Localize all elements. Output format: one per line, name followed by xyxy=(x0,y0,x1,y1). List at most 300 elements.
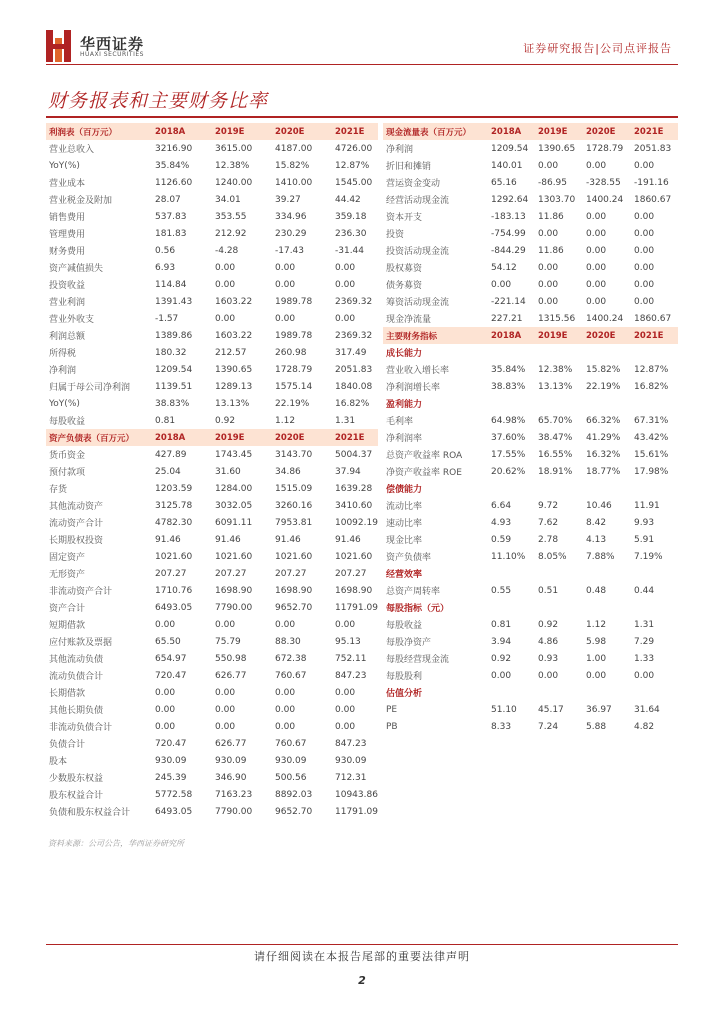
cell-value: 18.91% xyxy=(538,466,573,477)
subsection-row xyxy=(383,565,678,582)
cell-value: 7.24 xyxy=(538,721,559,732)
cell-value: 4.13 xyxy=(586,534,607,545)
cell-value: 654.97 xyxy=(155,653,187,664)
cell-value: 0.00 xyxy=(491,670,512,681)
cell-value: -328.55 xyxy=(586,177,621,188)
cell-value: 930.09 xyxy=(335,755,367,766)
table-row xyxy=(46,361,378,378)
cell-value: 8892.03 xyxy=(275,789,313,800)
cell-value: 95.13 xyxy=(335,636,361,647)
table-row xyxy=(383,242,678,259)
cell-value xyxy=(631,599,678,616)
cell-value: 0.00 xyxy=(155,687,176,698)
cell-value xyxy=(488,684,535,701)
cell-value: 1603.22 xyxy=(215,296,253,307)
row-label: 每股指标（元） xyxy=(386,604,450,614)
cell-value: 847.23 xyxy=(335,670,367,681)
cell-value xyxy=(631,395,678,412)
cell-value: 1203.59 xyxy=(155,483,193,494)
cell-value: 11.10% xyxy=(491,551,526,562)
cell-value xyxy=(488,395,535,412)
table-row xyxy=(46,480,378,497)
table-row xyxy=(46,208,378,225)
cell-value xyxy=(535,599,583,616)
table-row xyxy=(46,259,378,276)
cell-value: 260.98 xyxy=(275,347,307,358)
cell-value: 18.77% xyxy=(586,466,621,477)
table-row xyxy=(46,718,378,735)
table-row xyxy=(46,735,378,752)
row-label: 净资产收益率 ROE xyxy=(386,468,462,478)
cell-value: 3032.05 xyxy=(215,500,253,511)
cell-value: 8.33 xyxy=(491,721,512,732)
cell-value: 38.83% xyxy=(155,398,190,409)
table-row xyxy=(46,446,378,463)
table-header-row xyxy=(46,123,378,140)
cell-value: 1860.67 xyxy=(634,194,672,205)
table-row xyxy=(46,565,378,582)
year-header: 2018A xyxy=(488,123,535,140)
cell-value: 34.01 xyxy=(215,194,241,205)
row-label: 长期借款 xyxy=(49,689,86,699)
row-label: 偿债能力 xyxy=(386,485,423,495)
cell-value: 0.00 xyxy=(275,704,296,715)
table-section-title: 资产负债表（百万元） xyxy=(46,429,152,446)
cell-value: -86.95 xyxy=(538,177,568,188)
cell-value xyxy=(631,684,678,701)
row-label: 负债合计 xyxy=(49,740,86,750)
cell-value: 1390.65 xyxy=(215,364,253,375)
cell-value: 65.50 xyxy=(155,636,181,647)
subsection-row xyxy=(383,395,678,412)
table-row xyxy=(46,548,378,565)
cell-value: 0.00 xyxy=(634,245,655,256)
cell-value: 1400.24 xyxy=(586,313,624,324)
cell-value: 207.27 xyxy=(155,568,187,579)
cell-value: 11.86 xyxy=(538,211,564,222)
cell-value: 672.38 xyxy=(275,653,307,664)
cell-value: 10092.19 xyxy=(335,517,378,528)
cell-value: 0.00 xyxy=(538,262,559,273)
row-label: 资产减值损失 xyxy=(49,264,104,274)
cell-value: 22.19% xyxy=(586,381,621,392)
cell-value: 0.00 xyxy=(491,279,512,290)
row-label: YoY(%) xyxy=(49,398,80,409)
year-header: 2018A xyxy=(488,327,535,344)
cell-value: 28.07 xyxy=(155,194,181,205)
row-label: 资本开支 xyxy=(386,213,423,223)
cell-value: 16.32% xyxy=(586,449,621,460)
cell-value: 34.86 xyxy=(275,466,301,477)
cell-value: 91.46 xyxy=(155,534,181,545)
row-label: 资产合计 xyxy=(49,604,86,614)
cell-value: 7790.00 xyxy=(215,602,253,613)
cell-value: 0.51 xyxy=(538,585,559,596)
row-label: 其他流动负债 xyxy=(49,655,104,665)
cell-value: 9652.70 xyxy=(275,602,313,613)
table-row xyxy=(46,242,378,259)
cell-value xyxy=(488,599,535,616)
cell-value: 1698.90 xyxy=(215,585,253,596)
cell-value: 37.60% xyxy=(491,432,526,443)
cell-value: 1575.14 xyxy=(275,381,313,392)
cell-value: 0.92 xyxy=(491,653,512,664)
table-row xyxy=(46,293,378,310)
cell-value: 230.29 xyxy=(275,228,307,239)
cell-value: 0.00 xyxy=(155,704,176,715)
cell-value: 1698.90 xyxy=(335,585,373,596)
row-label: 非流动资产合计 xyxy=(49,587,113,597)
row-label: 现金比率 xyxy=(386,536,423,546)
cell-value: 550.98 xyxy=(215,653,247,664)
table-row xyxy=(46,497,378,514)
table-row xyxy=(383,650,678,667)
cell-value: 0.00 xyxy=(634,262,655,273)
cell-value: 1292.64 xyxy=(491,194,529,205)
table-row xyxy=(383,463,678,480)
cell-value: 1390.65 xyxy=(538,143,576,154)
cell-value: 1240.00 xyxy=(215,177,253,188)
cell-value: 1209.54 xyxy=(155,364,193,375)
cell-value: 13.13% xyxy=(215,398,250,409)
cell-value: 41.29% xyxy=(586,432,621,443)
cell-value: 17.55% xyxy=(491,449,526,460)
cell-value: -4.28 xyxy=(215,245,239,256)
cell-value: 6493.05 xyxy=(155,602,193,613)
table-row xyxy=(383,276,678,293)
logo-text-en: HUAXI SECURITIES xyxy=(80,51,144,58)
row-label: 流动比率 xyxy=(386,502,423,512)
cell-value: 0.00 xyxy=(335,619,356,630)
table-row xyxy=(46,378,378,395)
year-header: 2019E xyxy=(535,327,583,344)
row-label: 存货 xyxy=(49,485,68,495)
cell-value: 0.00 xyxy=(586,245,607,256)
row-label: 经营活动现金流 xyxy=(386,196,450,206)
cell-value xyxy=(631,565,678,582)
table-row xyxy=(383,259,678,276)
table-row xyxy=(46,701,378,718)
cell-value xyxy=(535,480,583,497)
cell-value: 36.97 xyxy=(586,704,612,715)
cell-value: 0.55 xyxy=(491,585,512,596)
cell-value: -17.43 xyxy=(275,245,305,256)
cell-value: 1728.79 xyxy=(586,143,624,154)
cell-value: 0.44 xyxy=(634,585,655,596)
cell-value: 0.00 xyxy=(335,262,356,273)
year-header: 2018A xyxy=(152,123,212,140)
table-header-row xyxy=(46,429,378,446)
cell-value: 1603.22 xyxy=(215,330,253,341)
table-row xyxy=(383,361,678,378)
cell-value: 5.98 xyxy=(586,636,607,647)
table-row xyxy=(46,276,378,293)
row-label: 少数股东权益 xyxy=(49,774,104,784)
cell-value: 0.00 xyxy=(215,721,236,732)
cell-value: 3125.78 xyxy=(155,500,193,511)
year-header: 2019E xyxy=(535,123,583,140)
cell-value: 0.00 xyxy=(634,211,655,222)
row-label: 净利润 xyxy=(49,366,77,376)
table-row xyxy=(383,548,678,565)
table-row xyxy=(383,157,678,174)
table-row xyxy=(383,616,678,633)
row-label: 营业收入增长率 xyxy=(386,366,450,376)
table-row xyxy=(46,412,378,429)
cell-value: 720.47 xyxy=(155,738,187,749)
cell-value: 44.42 xyxy=(335,194,361,205)
cell-value: 7.29 xyxy=(634,636,655,647)
right-financial-table xyxy=(383,123,678,735)
table-row xyxy=(46,633,378,650)
cell-value: 1.12 xyxy=(586,619,607,630)
table-row xyxy=(46,650,378,667)
row-label: 负债和股东权益合计 xyxy=(49,808,131,818)
row-label: 流动资产合计 xyxy=(49,519,104,529)
table-row xyxy=(383,208,678,225)
row-label: 成长能力 xyxy=(386,349,423,359)
cell-value: 930.09 xyxy=(215,755,247,766)
row-label: 净利润 xyxy=(386,145,414,155)
cell-value: 1545.00 xyxy=(335,177,373,188)
cell-value: 1989.78 xyxy=(275,296,313,307)
cell-value: 0.00 xyxy=(275,279,296,290)
left-financial-table xyxy=(46,123,378,820)
cell-value: 35.84% xyxy=(491,364,526,375)
table-row xyxy=(383,718,678,735)
cell-value: 0.00 xyxy=(335,279,356,290)
table-row xyxy=(383,140,678,157)
row-label: PE xyxy=(386,704,398,715)
row-label: 营运资金变动 xyxy=(386,179,441,189)
cell-value: 5.91 xyxy=(634,534,655,545)
cell-value: 1743.45 xyxy=(215,449,253,460)
row-label: 其他流动资产 xyxy=(49,502,104,512)
cell-value: 0.00 xyxy=(335,721,356,732)
table-row xyxy=(46,395,378,412)
table-row xyxy=(383,701,678,718)
cell-value: 66.32% xyxy=(586,415,621,426)
cell-value: 245.39 xyxy=(155,772,187,783)
cell-value: 6493.05 xyxy=(155,806,193,817)
cell-value: 712.31 xyxy=(335,772,367,783)
row-label: 债务募资 xyxy=(386,281,423,291)
cell-value: 4.86 xyxy=(538,636,559,647)
row-label: 无形资产 xyxy=(49,570,86,580)
cell-value: 720.47 xyxy=(155,670,187,681)
cell-value: 0.81 xyxy=(491,619,512,630)
table-section-title: 现金流量表（百万元） xyxy=(383,123,488,140)
cell-value: 31.64 xyxy=(634,704,660,715)
table-row xyxy=(46,582,378,599)
table-row xyxy=(46,225,378,242)
cell-value: 0.00 xyxy=(275,721,296,732)
cell-value: 12.87% xyxy=(634,364,669,375)
cell-value: 353.55 xyxy=(215,211,247,222)
table-header-row xyxy=(383,123,678,140)
cell-value: 3216.90 xyxy=(155,143,193,154)
year-header: 2018A xyxy=(152,429,212,446)
subsection-row xyxy=(383,480,678,497)
cell-value: 31.60 xyxy=(215,466,241,477)
cell-value: 1391.43 xyxy=(155,296,193,307)
cell-value: 0.92 xyxy=(215,415,236,426)
cell-value: 38.83% xyxy=(491,381,526,392)
company-logo xyxy=(46,30,176,64)
table-row xyxy=(383,531,678,548)
row-label: 固定资产 xyxy=(49,553,86,563)
cell-value: 0.00 xyxy=(335,704,356,715)
row-label: 股权募资 xyxy=(386,264,423,274)
table-row xyxy=(46,616,378,633)
cell-value: 4187.00 xyxy=(275,143,313,154)
title-divider xyxy=(46,116,678,118)
cell-value: 0.00 xyxy=(155,619,176,630)
row-label: 经营效率 xyxy=(386,570,423,580)
table-row xyxy=(383,412,678,429)
row-label: 资产负债率 xyxy=(386,553,432,563)
table-row xyxy=(383,667,678,684)
cell-value: 51.10 xyxy=(491,704,517,715)
row-label: 营业税金及附加 xyxy=(49,196,113,206)
cell-value: 17.98% xyxy=(634,466,669,477)
cell-value: 1021.60 xyxy=(335,551,373,562)
year-header: 2020E xyxy=(272,123,332,140)
cell-value: 3260.16 xyxy=(275,500,313,511)
cell-value: 0.56 xyxy=(155,245,176,256)
cell-value: 3410.60 xyxy=(335,500,373,511)
cell-value: 0.00 xyxy=(275,313,296,324)
cell-value: 13.13% xyxy=(538,381,573,392)
row-label: YoY(%) xyxy=(49,160,80,171)
cell-value: 0.81 xyxy=(155,415,176,426)
year-header: 2020E xyxy=(583,123,631,140)
cell-value xyxy=(535,344,583,361)
cell-value: 1.31 xyxy=(335,415,356,426)
row-label: 盈利能力 xyxy=(386,400,423,410)
cell-value: 12.87% xyxy=(335,160,370,171)
huaxi-logo-icon xyxy=(46,30,72,62)
cell-value: 15.82% xyxy=(586,364,621,375)
cell-value: 9.93 xyxy=(634,517,655,528)
cell-value: 4.93 xyxy=(491,517,512,528)
cell-value: 1410.00 xyxy=(275,177,313,188)
cell-value: 0.00 xyxy=(215,619,236,630)
table-section-title: 主要财务指标 xyxy=(383,327,488,344)
header-divider xyxy=(46,64,678,65)
cell-value xyxy=(535,395,583,412)
row-label: 所得税 xyxy=(49,349,77,359)
cell-value: -221.14 xyxy=(491,296,526,307)
cell-value: 1.00 xyxy=(586,653,607,664)
cell-value: 39.27 xyxy=(275,194,301,205)
row-label: 现金净流量 xyxy=(386,315,432,325)
table-row xyxy=(46,157,378,174)
row-label: 短期借款 xyxy=(49,621,86,631)
table-row xyxy=(383,429,678,446)
cell-value: 0.00 xyxy=(335,687,356,698)
cell-value: 207.27 xyxy=(335,568,367,579)
row-label: 应付账款及票据 xyxy=(49,638,113,648)
row-label: 营业外收支 xyxy=(49,315,95,325)
cell-value: 0.00 xyxy=(586,228,607,239)
cell-value: 1209.54 xyxy=(491,143,529,154)
row-label: 每股收益 xyxy=(386,621,423,631)
cell-value: 64.98% xyxy=(491,415,526,426)
cell-value: 140.01 xyxy=(491,160,523,171)
row-label: 每股经营现金流 xyxy=(386,655,450,665)
row-label: 流动负债合计 xyxy=(49,672,104,682)
cell-value: 11.86 xyxy=(538,245,564,256)
cell-value: 1698.90 xyxy=(275,585,313,596)
cell-value: 2.78 xyxy=(538,534,559,545)
section-title: 财务报表和主要财务比率 xyxy=(48,90,269,112)
cell-value: 0.59 xyxy=(491,534,512,545)
cell-value: 752.11 xyxy=(335,653,367,664)
cell-value: 91.46 xyxy=(215,534,241,545)
cell-value: 2369.32 xyxy=(335,330,373,341)
cell-value: 1710.76 xyxy=(155,585,193,596)
cell-value: 0.00 xyxy=(275,262,296,273)
cell-value: 75.79 xyxy=(215,636,241,647)
table-row xyxy=(46,174,378,191)
subsection-row xyxy=(383,344,678,361)
cell-value: 6091.11 xyxy=(215,517,253,528)
cell-value: 1315.56 xyxy=(538,313,576,324)
cell-value: 317.49 xyxy=(335,347,367,358)
cell-value: 12.38% xyxy=(538,364,573,375)
row-label: 管理费用 xyxy=(49,230,86,240)
row-label: 投资 xyxy=(386,230,405,240)
year-header: 2019E xyxy=(212,429,272,446)
cell-value: 38.47% xyxy=(538,432,573,443)
cell-value: 16.82% xyxy=(634,381,669,392)
row-label: 每股股利 xyxy=(386,672,423,682)
cell-value: 930.09 xyxy=(275,755,307,766)
cell-value: -183.13 xyxy=(491,211,526,222)
cell-value: 207.27 xyxy=(275,568,307,579)
year-header: 2021E xyxy=(631,327,678,344)
cell-value: 2051.83 xyxy=(335,364,373,375)
row-label: 长期股权投资 xyxy=(49,536,104,546)
cell-value: -754.99 xyxy=(491,228,526,239)
cell-value: 207.27 xyxy=(215,568,247,579)
footer-disclaimer: 请仔细阅读在本报告尾部的重要法律声明 xyxy=(254,950,470,963)
cell-value: 0.00 xyxy=(538,296,559,307)
row-label: 非流动负债合计 xyxy=(49,723,113,733)
cell-value: 0.00 xyxy=(538,670,559,681)
row-label: 营业成本 xyxy=(49,179,86,189)
cell-value: 0.00 xyxy=(155,721,176,732)
cell-value: 1139.51 xyxy=(155,381,193,392)
table-row xyxy=(46,514,378,531)
row-label: 总资产周转率 xyxy=(386,587,441,597)
cell-value: 227.21 xyxy=(491,313,523,324)
table-row xyxy=(46,752,378,769)
cell-value: 88.30 xyxy=(275,636,301,647)
cell-value: 500.56 xyxy=(275,772,307,783)
cell-value xyxy=(583,565,631,582)
cell-value: -1.57 xyxy=(155,313,179,324)
table-section-title: 利润表（百万元） xyxy=(46,123,152,140)
cell-value: 7953.81 xyxy=(275,517,313,528)
cell-value xyxy=(488,565,535,582)
cell-value: 1728.79 xyxy=(275,364,313,375)
year-header: 2020E xyxy=(583,327,631,344)
table-row xyxy=(383,497,678,514)
cell-value: 3.94 xyxy=(491,636,512,647)
row-label: 折旧和摊销 xyxy=(386,162,432,172)
